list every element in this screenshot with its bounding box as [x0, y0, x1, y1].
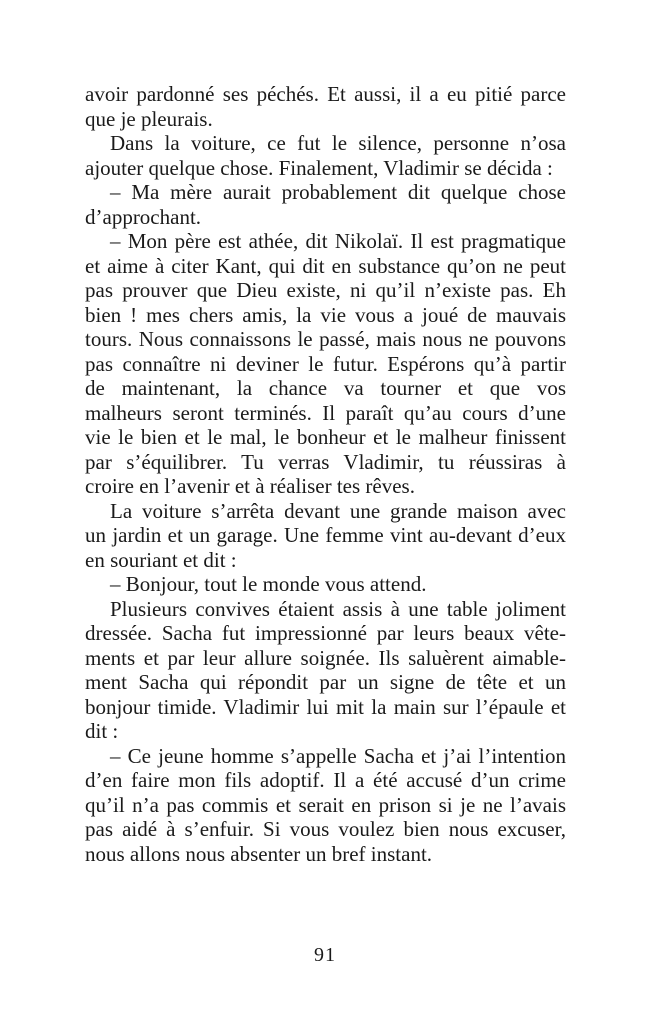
text-line: pas connaître ni deviner le futur. Espérons qu’à partir	[85, 351, 566, 376]
text-line: pas prouver que Dieu existe, ni qu’il n’existe pas. Eh	[85, 278, 566, 302]
text-line: – Mon père est athée, dit Nikolaï. Il est pragmatique	[110, 229, 566, 253]
text-line: qu’il n’a pas commis et serait en prison si je ne l’avais	[85, 792, 566, 817]
text-line: dit :	[85, 719, 119, 743]
text-line: que je pleurais.	[85, 106, 213, 131]
text-line: ments et par leur allure soignée. Ils saluèrent aimable-	[85, 645, 566, 670]
body-text	[85, 82, 566, 866]
text-line: – Bonjour, tout le monde vous attend.	[110, 572, 427, 596]
text-line: par s’équilibrer. Tu verras Vladimir, tu réussiras à	[85, 449, 566, 474]
text-line: de maintenant, la chance va tourner et que vos	[85, 376, 566, 400]
text-line: – Ce jeune homme s’appelle Sacha et j’ai l’intention	[110, 743, 566, 768]
page-number: 91	[314, 944, 336, 966]
text-line: dressée. Sacha fut impressionné par leurs beaux vête-	[85, 621, 566, 645]
text-line: d’en faire mon fils adoptif. Il a été accusé d’un crime	[85, 768, 566, 792]
text-line: et aime à citer Kant, qui dit en substance qu’on ne peut	[85, 253, 566, 278]
text-line: ajouter quelque chose. Finalement, Vladimir se décida :	[85, 155, 553, 180]
text-line: bonjour timide. Vladimir lui mit la main sur l’épaule et	[85, 694, 566, 719]
text-line: malheurs seront terminés. Il paraît qu’au cours d’une	[85, 400, 566, 425]
text-line: La voiture s’arrêta devant une grande maison avec	[110, 498, 566, 523]
text-line: – Ma mère aurait probablement dit quelque chose	[110, 180, 566, 204]
text-line: croire en l’avenir et à réaliser tes rêves.	[85, 474, 415, 498]
text-line: tours. Nous connaissons le passé, mais nous ne pouvons	[85, 327, 566, 351]
text-line: vie le bien et le mal, le bonheur et le malheur finissent	[85, 425, 566, 449]
text-line: nous allons nous absenter un bref instant.	[85, 841, 433, 866]
text-line: bien ! mes chers amis, la vie vous a joué de mauvais	[85, 302, 566, 327]
text-line: d’approchant.	[85, 204, 202, 229]
text-line: Dans la voiture, ce fut le silence, personne n’osa	[110, 131, 566, 155]
text-line: un jardin et un garage. Une femme vint au-devant d’eux	[85, 523, 566, 547]
text-line: avoir pardonné ses péchés. Et aussi, il a eu pitié parce	[85, 82, 566, 106]
text-line: Plusieurs convives étaient assis à une table joliment	[110, 596, 566, 621]
text-line: ment Sacha qui répondit par un signe de tête et un	[85, 670, 566, 694]
text-line: en souriant et dit :	[85, 547, 237, 572]
text-line: pas aidé à s’enfuir. Si vous voulez bien nous excuser,	[85, 817, 566, 841]
